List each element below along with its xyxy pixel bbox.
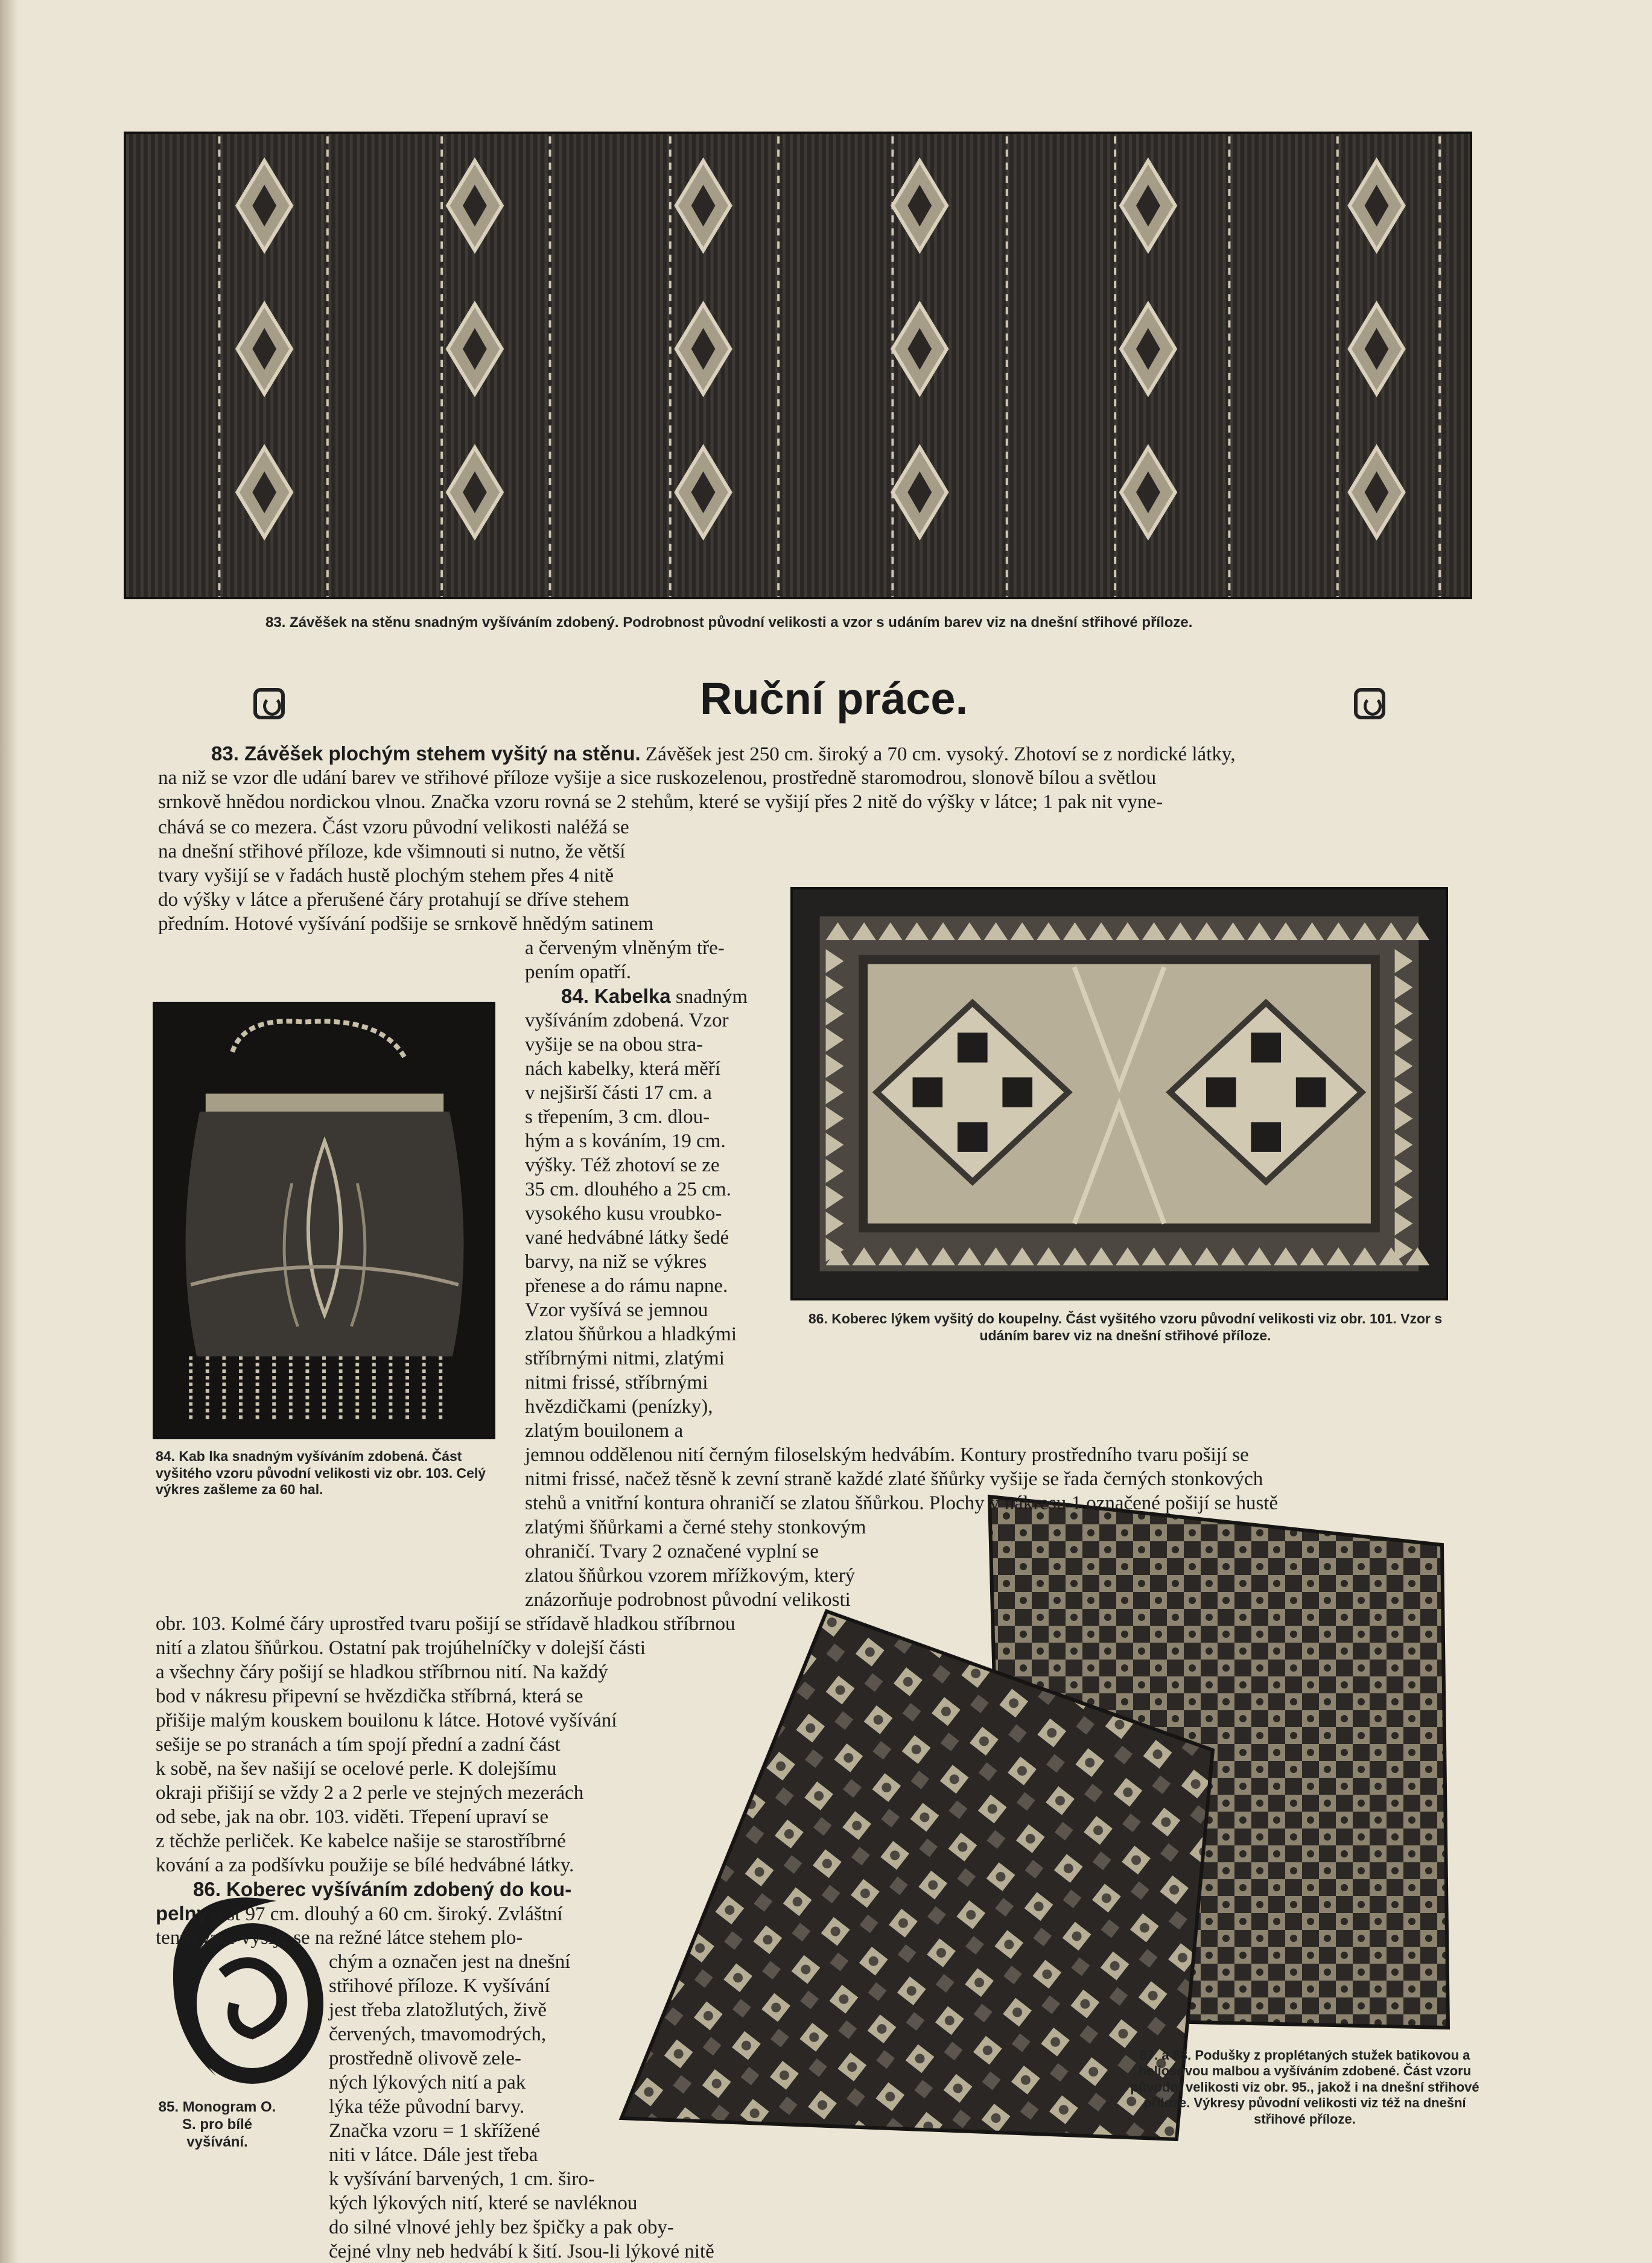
article-line: hým a s kováním, 19 cm.: [525, 1130, 726, 1152]
page-title: Ruční práce.: [700, 673, 968, 724]
article-line: v nejširší části 17 cm. a: [525, 1082, 712, 1104]
article-line: a červeným vlněným tře-: [525, 937, 725, 959]
article-line: ných lýkových nití a pak: [329, 2072, 526, 2093]
article-line: vané hedvábné látky šedé: [525, 1227, 729, 1249]
article-line: zlatou šňůrkou vzorem mřížkovým, který: [525, 1565, 856, 1587]
article-line: od sebe, jak na obr. 103. viděti. Třepení upraví se: [156, 1806, 548, 1828]
article-line: tvary vyšijí se v řadách hustě plochým stehem přes 4 nitě: [158, 865, 614, 886]
figure-83-caption: 83. Závěšek na stěnu snadným vyšíváním zdobený. Podrobnost původní velikosti a vzor s udáním barev viz na dnešní střihové příloze.: [265, 614, 1193, 631]
article-line: přenese a do rámu napne.: [525, 1275, 728, 1297]
article-line: 86. Koberec vyšíváním zdobený do kou-: [193, 1878, 572, 1900]
page-gutter-shadow: [0, 0, 18, 2263]
article-line: na niž se vzor dle udání barev ve střihové příloze vyšije a sice ruskozelenou, prostředně staromodrou, slonově bílou a světlou: [158, 767, 1157, 789]
article-line: 83. Závěšek plochým stehem vyšitý na stěnu. Závěšek jest 250 cm. široký a 70 cm. vysoký. Zhotoví se z nordické látky,: [211, 742, 1236, 765]
article-line: vyšíváním zdobená. Vzor: [525, 1010, 729, 1031]
article-line: barvy, na niž se výkres: [525, 1251, 707, 1273]
article-line: obr. 103. Kolmé čáry uprostřed tvaru pošijí se střídavě hladkou stříbrnou: [156, 1613, 735, 1635]
ornament-left-icon: [253, 688, 285, 719]
article-line: okraji přišijí se vždy 2 a 2 perle ve stejných mezerách: [156, 1782, 584, 1804]
wall-hanging-image: [126, 134, 1470, 597]
figure-86-caption: 86. Koberec lýkem vyšitý do koupelny. Část vyšitého vzoru původní velikosti viz obr. 101. Vzor s udáním barev viz na dnešní střihové příloze.: [808, 1311, 1443, 1343]
article-line: pením opatří.: [525, 961, 631, 983]
article-line: vysokého kusu vroubko-: [525, 1203, 722, 1224]
article-line: a všechny čáry pošijí se hladkou stříbrnou nití. Na každý: [156, 1661, 608, 1683]
article-line: znázorňuje podrobnost původní velikosti: [525, 1589, 851, 1611]
article-line: čejné vlny neb hedvábí k šití. Jsou-li lýkové nitě: [329, 2241, 714, 2262]
article-line: chým a označen jest na dnešní: [329, 1951, 571, 1973]
figure-86-rug: [790, 887, 1448, 1300]
article-line: výšky. Též zhotoví se ze: [525, 1154, 720, 1176]
ornament-right-icon: [1354, 688, 1385, 719]
article-line: z těchže perliček. Ke kabelce našije se starostříbrné: [156, 1830, 566, 1852]
figure-84-handbag: [153, 1002, 495, 1439]
article-line: přišije malým kouskem bouilonu k látce. Hotové vyšívání: [156, 1710, 617, 1731]
article-line: na dnešní střihové příloze, kde všimnouti si nutno, že větší: [158, 841, 626, 862]
article-line: červených, tmavomodrých,: [329, 2023, 547, 2045]
figure-87-88-caption: 87. a 88. Podušky z proplétaných stužek batikovou a heliosovou malbou a vyšíváním zdobené. Část vzoru původní velikosti viz obr. 95., jakož i na dnešní střihové příloze. Výkresy původní velikosti viz též na dnešní střihové příloze.: [1130, 2048, 1479, 2127]
article-line: nitmi frissé, stříbrnými: [525, 1372, 708, 1393]
article-line: Značka vzoru = 1 skřížené: [329, 2120, 541, 2142]
article-line: jest třeba zlatožlutých, živě: [329, 1999, 547, 2021]
article-line: sešije se po stranách a tím spojí přední a zadní část: [156, 1734, 561, 1755]
article-line: kování a za podšívku použije se bílé hedvábné látky.: [156, 1854, 574, 1876]
article-line: tento vzor vyšije se na režné látce stehem plo-: [156, 1927, 523, 1949]
article-line: nití a zlatou šňůrkou. Ostatní pak trojúhelníčky v dolejší části: [156, 1637, 646, 1659]
figure-85-caption: 85. Monogram O. S. pro bílé vyšívání.: [158, 2099, 276, 2150]
article-line: jemnou oddělenou nití černým filoselským hedvábím. Kontury prostředního tvaru pošijí se: [525, 1444, 1249, 1466]
article-line: hvězdičkami (penízky),: [525, 1396, 713, 1418]
article-line: kých lýkových nití, které se navléknou: [329, 2192, 638, 2214]
article-line: předním. Hotové vyšívání podšije se srnkově hnědým satinem: [158, 913, 654, 935]
figure-83-wall-hanging: [124, 132, 1472, 599]
article-line: do silné vlnové jehly bez špičky a pak oby-: [329, 2217, 674, 2238]
article-line: srnkově hnědou nordickou vlnou. Značka vzoru rovná se 2 stehům, které se vyšijí přes 2 nitě do výšky v látce; 1 pak nit vyne-: [158, 791, 1163, 813]
article-line: Vzor vyšívá se jemnou: [525, 1299, 708, 1321]
article-line: zlatým bouilonem a: [525, 1420, 684, 1442]
handbag-image: [155, 1004, 493, 1437]
article-line: střihové příloze. K vyšívání: [329, 1975, 550, 1997]
article-line: nitmi frissé, načež těsně k zevní straně každé zlaté šňůrky vyšije se řada černých stonkových: [525, 1468, 1263, 1490]
article-line: vyšije se na obou stra-: [525, 1034, 704, 1055]
article-line: do výšky v látce a přerušené čáry protahují se dříve stehem: [158, 889, 629, 911]
article-line: niti v látce. Dále jest třeba: [329, 2144, 538, 2166]
article-line: zlatou šňůrkou a hladkými: [525, 1323, 737, 1345]
article-line: bod v nákresu připevní se hvězdička stříbrná, která se: [156, 1685, 583, 1707]
article-line: k vyšívání barvených, 1 cm. širo-: [329, 2168, 595, 2190]
article-line: zlatými šňůrkami a černé stehy stonkovým: [525, 1517, 866, 1538]
article-line: stehů a vnitřní kontura ohraničí se zlatou šňůrkou. Plochy v nákresu 1 označené pošijí se hustě: [525, 1492, 1279, 1514]
article-line: ohraničí. Tvary 2 označené vyplní se: [525, 1541, 819, 1562]
article-line: lýka téže původní barvy.: [329, 2096, 525, 2118]
article-line: 84. Kabelka snadným: [561, 985, 748, 1008]
rug-image: [793, 890, 1446, 1298]
article-line: pelny jest 97 cm. dlouhý a 60 cm. široký. Zvláštní: [156, 1902, 563, 1925]
article-line: 35 cm. dlouhého a 25 cm.: [525, 1179, 731, 1200]
article-line: chává se co mezera. Část vzoru původní velikosti naléžá se: [158, 816, 629, 838]
article-line: stříbrnými nitmi, zlatými: [525, 1348, 725, 1369]
figure-84-caption: 84. Kab lka snadným vyšíváním zdobená. Část vyšitého vzoru původní velikosti viz obr. 103. Celý výkres zašleme za 60 hal.: [156, 1448, 486, 1498]
article-line: k sobě, na šev našijí se ocelové perle. K dolejšímu: [156, 1758, 557, 1780]
article-line: nách kabelky, která měří: [525, 1058, 721, 1080]
article-line: s třepením, 3 cm. dlou-: [525, 1106, 710, 1128]
article-line: prostředně olivově zele-: [329, 2048, 521, 2069]
